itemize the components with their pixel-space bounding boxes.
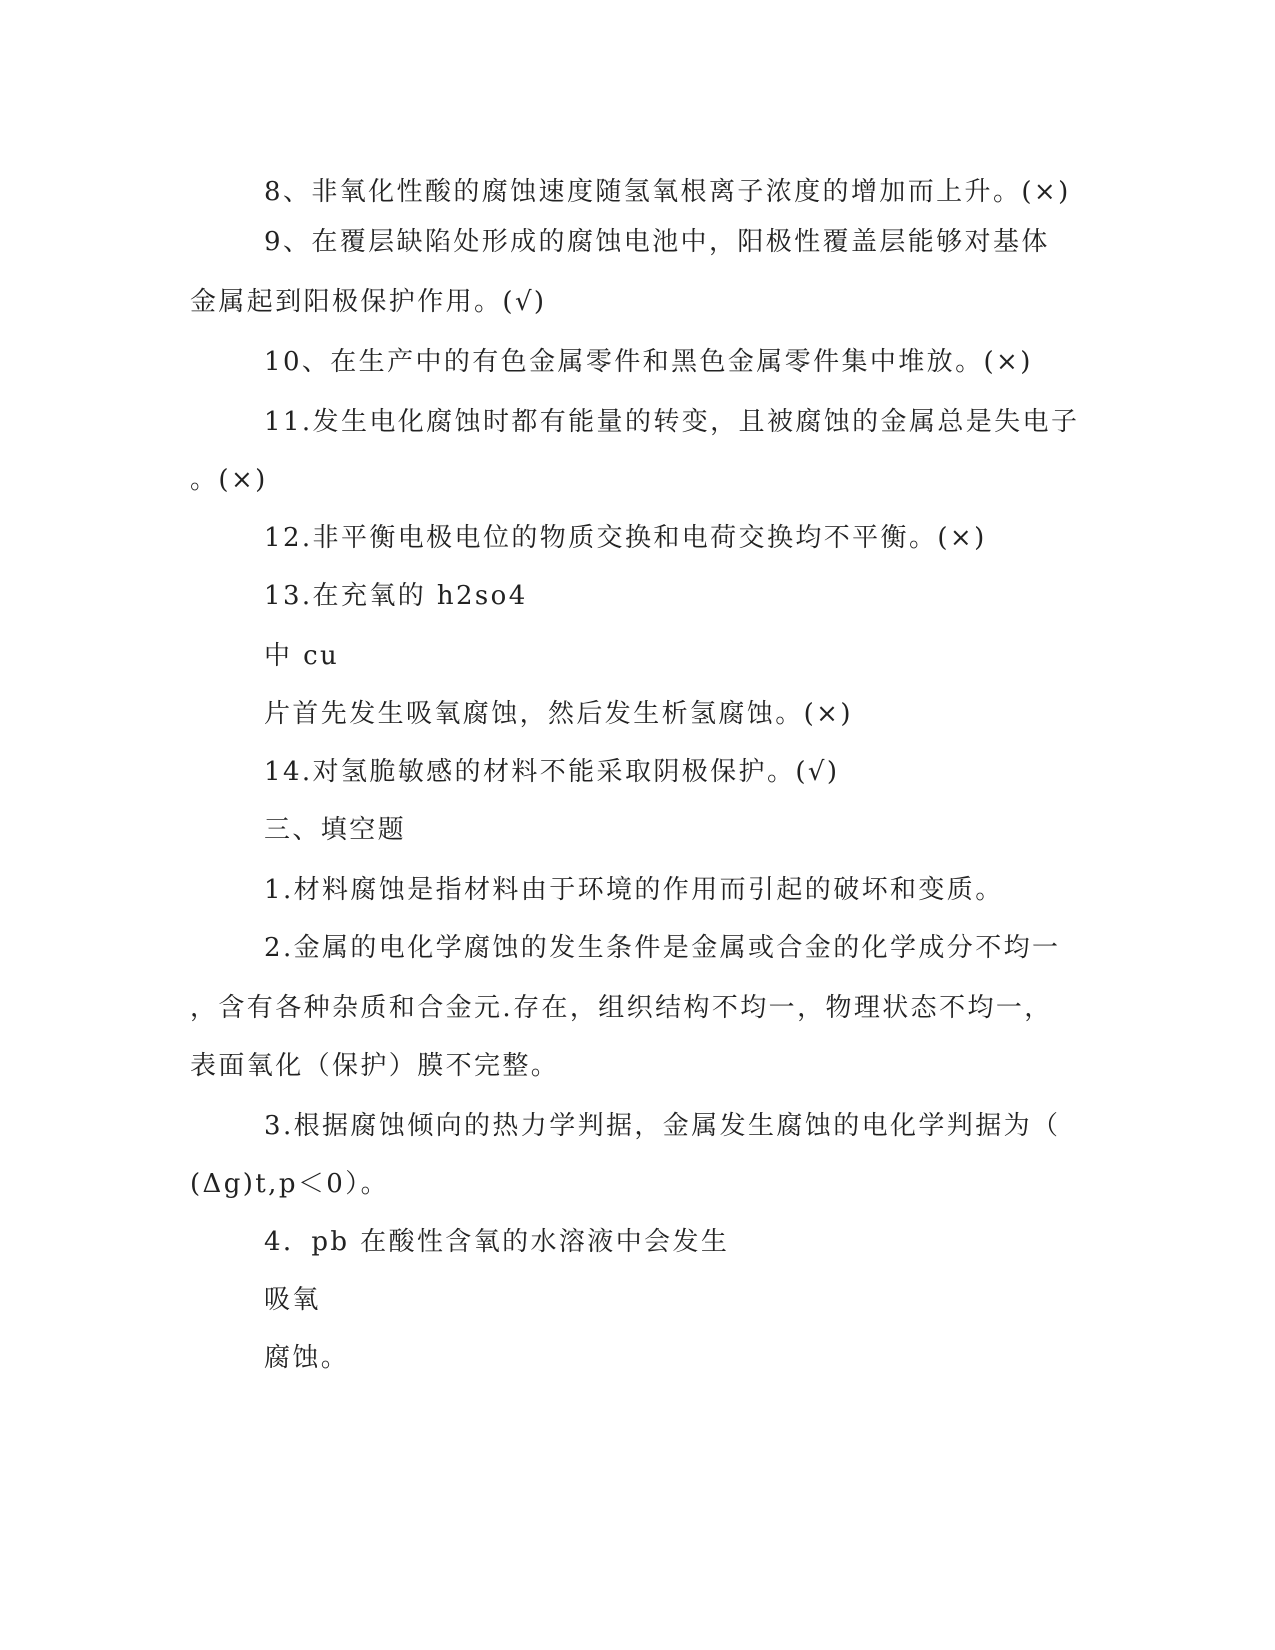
fill-in-2-part-2: ，含有各种杂质和合金元.存在，组织结构不均一，物理状态不均一，	[190, 993, 1053, 1023]
fill-in-2-part-3: 表面氧化（保护）膜不完整。	[190, 1051, 560, 1081]
statement-10: 10、在生产中的有色金属零件和黑色金属零件集中堆放。(×)	[264, 347, 1033, 377]
statement-13-part-3: 片首先发生吸氧腐蚀，然后发生析氢腐蚀。(×)	[264, 699, 853, 729]
statement-13-part-2: 中 cu	[264, 641, 340, 671]
statement-13-part-1: 13.在充氧的 h2so4	[264, 581, 528, 611]
fill-in-1: 1.材料腐蚀是指材料由于环境的作用而引起的破坏和变质。	[264, 875, 1004, 905]
section-heading-fill-in: 三、填空题	[264, 815, 407, 845]
fill-in-4-part-2: 吸氧	[264, 1285, 321, 1315]
statement-12: 12.非平衡电极电位的物质交换和电荷交换均不平衡。(×)	[264, 523, 987, 553]
fill-in-4-part-3: 腐蚀。	[264, 1343, 350, 1373]
fill-in-3-part-1: 3.根据腐蚀倾向的热力学判据，金属发生腐蚀的电化学判据为（	[264, 1111, 1061, 1141]
fill-in-4-part-1: 4．pb 在酸性含氧的水溶液中会发生	[264, 1227, 730, 1257]
statement-9-part-1: 9、在覆层缺陷处形成的腐蚀电池中，阳极性覆盖层能够对基体	[264, 227, 1050, 257]
statement-11-part-2: 。(×)	[190, 465, 268, 495]
statement-14: 14.对氢脆敏感的材料不能采取阴极保护。(√)	[264, 757, 840, 787]
statement-8: 8、非氧化性酸的腐蚀速度随氢氧根离子浓度的增加而上升。(×)	[264, 177, 1071, 207]
statement-9-part-2: 金属起到阳极保护作用。(√)	[190, 287, 547, 317]
statement-11-part-1: 11.发生电化腐蚀时都有能量的转变，且被腐蚀的金属总是失电子	[264, 407, 1080, 437]
fill-in-3-part-2: (Δg)t,p＜0）。	[190, 1169, 390, 1199]
fill-in-2-part-1: 2.金属的电化学腐蚀的发生条件是金属或合金的化学成分不均一	[264, 933, 1061, 963]
